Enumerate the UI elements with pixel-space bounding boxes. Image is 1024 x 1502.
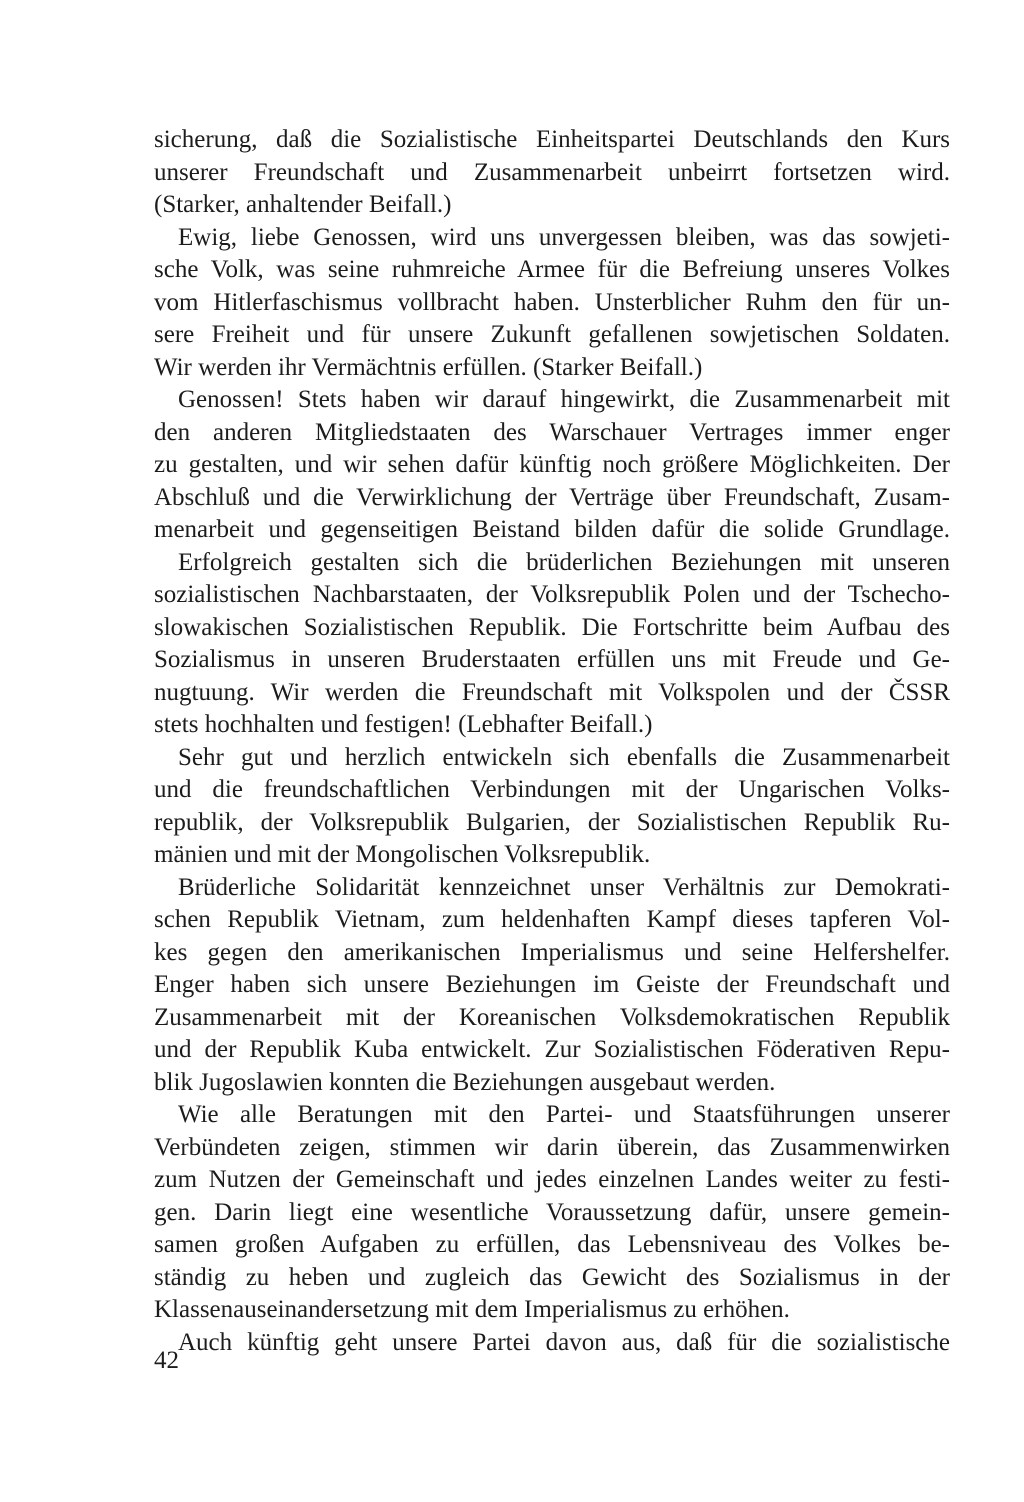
text-line: slowakischen Sozialistischen Republik. Die Fortschritte beim Aufbau des: [154, 613, 950, 641]
text-line: republik, der Volksrepublik Bulgarien, der Sozialistischen Republik Ru-: [154, 808, 950, 836]
text-line: und die freundschaftlichen Verbindungen mit der Ungarischen Volks-: [154, 776, 950, 803]
text-line: gen. Darin liegt eine wesentliche Voraussetzung dafür, unsere gemein-: [154, 1198, 950, 1226]
paragraph-first-line: Ewig, liebe Genossen, wird uns unvergessen bleiben, was das sowjeti-: [178, 223, 950, 251]
paragraph-first-line: Wie alle Beratungen mit den Partei- und Staatsführungen unserer: [178, 1101, 950, 1128]
text-line: Abschluß und die Verwirklichung der Verträge über Freundschaft, Zusam-: [154, 483, 950, 511]
text-line: Klassenauseinandersetzung mit dem Imperialismus zu erhöhen.: [154, 1296, 790, 1323]
text-line: samen großen Aufgaben zu erfüllen, das Lebensniveau des Volkes be-: [154, 1231, 950, 1258]
page-body: [154, 124, 950, 1359]
text-line: menarbeit und gegenseitigen Beistand bilden dafür die solide Grundlage.: [154, 516, 950, 543]
text-line: blik Jugoslawien konnten die Beziehungen ausgebaut werden.: [154, 1068, 776, 1096]
text-line: Sozialismus in unseren Bruderstaaten erfüllen uns mit Freude und Ge-: [154, 646, 950, 673]
text-line: sere Freiheit und für unsere Zukunft gefallenen sowjetischen Soldaten.: [154, 321, 950, 348]
text-line: Enger haben sich unsere Beziehungen im Geiste der Freundschaft und: [154, 971, 950, 998]
paragraph-first-line: Genossen! Stets haben wir darauf hingewirkt, die Zusammenarbeit mit: [178, 386, 950, 413]
text-line: und der Republik Kuba entwickelt. Zur Sozialistischen Föderativen Repu-: [154, 1036, 950, 1063]
text-line: unserer Freundschaft und Zusammenarbeit unbeirrt fortsetzen wird.: [154, 158, 950, 186]
text-line: kes gegen den amerikanischen Imperialismus und seine Helfershelfer.: [154, 938, 950, 966]
paragraph-first-line: Brüderliche Solidarität kennzeichnet unser Verhältnis zur Demokrati-: [178, 873, 950, 901]
text-line: den anderen Mitgliedstaaten des Warschauer Vertrages immer enger: [154, 418, 950, 446]
text-line: ständig zu heben und zugleich das Gewicht des Sozialismus in der: [154, 1263, 950, 1291]
text-line: schen Republik Vietnam, zum heldenhaften Kampf dieses tapferen Vol-: [154, 906, 950, 933]
text-line: sozialistischen Nachbarstaaten, der Volksrepublik Polen und der Tschecho-: [154, 581, 950, 608]
text-line: stets hochhalten und festigen! (Lebhafter Beifall.): [154, 711, 653, 738]
paragraph-first-line: Auch künftig geht unsere Partei davon aus, daß für die sozialistische: [178, 1328, 950, 1356]
text-line: mänien und mit der Mongolischen Volksrepublik.: [154, 841, 651, 868]
text-line: sche Volk, was seine ruhmreiche Armee für die Befreiung unseres Volkes: [154, 256, 950, 283]
text-line: Verbündeten zeigen, stimmen wir darin überein, das Zusammenwirken: [154, 1133, 950, 1161]
text-line: zu gestalten, und wir sehen dafür künftig noch größere Möglichkeiten. Der: [154, 451, 950, 478]
text-line: zum Nutzen der Gemeinschaft und jedes einzelnen Landes weiter zu festi-: [154, 1166, 950, 1193]
page-number: 42: [154, 1347, 179, 1374]
text-line: vom Hitlerfaschismus vollbracht haben. Unsterblicher Ruhm den für un-: [154, 288, 950, 316]
text-line: nugtuung. Wir werden die Freundschaft mit Volkspolen und der ČSSR: [154, 678, 950, 706]
paragraph-first-line: Erfolgreich gestalten sich die brüderlichen Beziehungen mit unseren: [178, 548, 950, 576]
text-line: sicherung, daß die Sozialistische Einheitspartei Deutschlands den Kurs: [154, 126, 950, 153]
text-line: (Starker, anhaltender Beifall.): [154, 191, 452, 218]
text-line: Zusammenarbeit mit der Koreanischen Volksdemokratischen Republik: [154, 1003, 950, 1031]
text-line: Wir werden ihr Vermächtnis erfüllen. (Starker Beifall.): [154, 353, 703, 381]
paragraph-first-line: Sehr gut und herzlich entwickeln sich ebenfalls die Zusammenarbeit: [178, 743, 950, 771]
